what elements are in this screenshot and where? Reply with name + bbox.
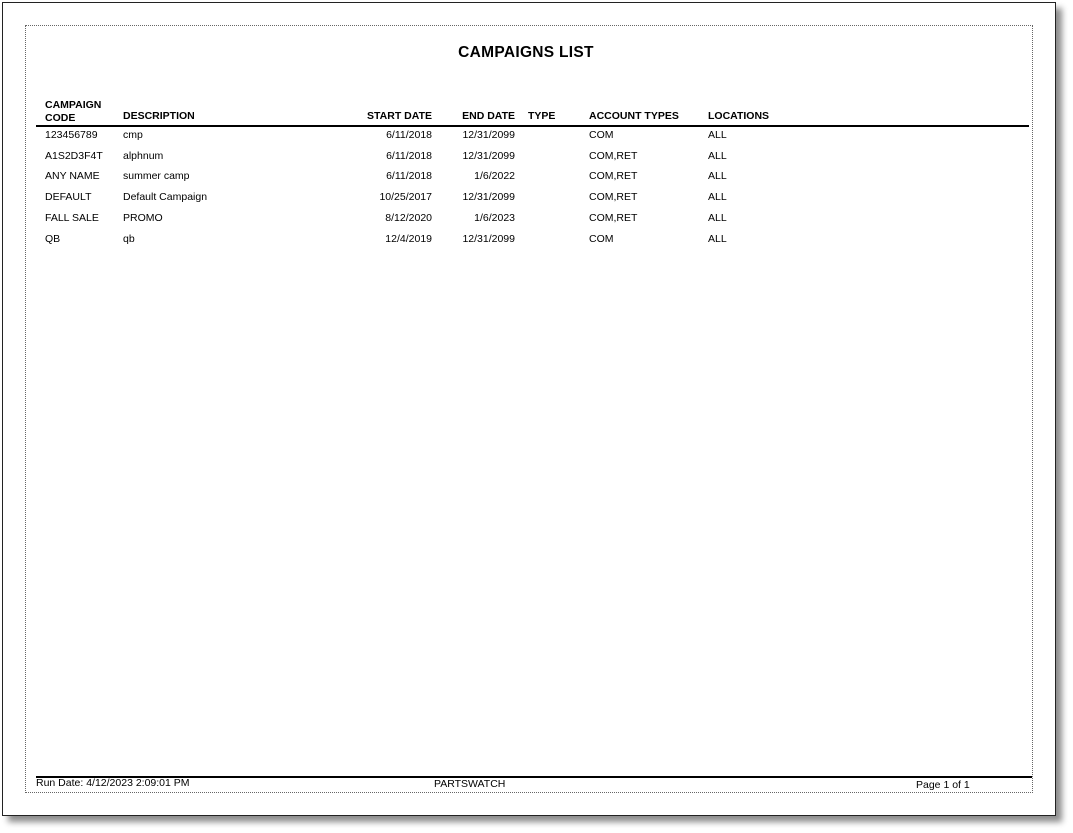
cell-locations: ALL xyxy=(708,129,727,141)
cell-description: PROMO xyxy=(123,212,163,224)
cell-description: Default Campaign xyxy=(123,191,208,203)
cell-end-date: 1/6/2022 xyxy=(474,170,515,182)
cell-account-types: COM,RET xyxy=(589,170,638,182)
cell-start-date: 6/11/2018 xyxy=(386,170,432,182)
cell-account-types: COM xyxy=(589,129,614,141)
cell-description: qb xyxy=(123,233,135,245)
footer-page-number: Page 1 of 1 xyxy=(916,779,970,791)
col-header-campaign-code-line1: CAMPAIGN xyxy=(45,99,102,111)
cell-code: A1S2D3F4T xyxy=(45,150,103,162)
cell-code: 123456789 xyxy=(45,129,98,141)
table-row xyxy=(26,150,1032,170)
cell-end-date: 1/6/2023 xyxy=(474,212,515,224)
cell-locations: ALL xyxy=(708,212,727,224)
footer-run-date: Run Date: 4/12/2023 2:09:01 PM xyxy=(36,777,190,789)
cell-end-date: 12/31/2099 xyxy=(462,191,515,203)
footer-company: PARTSWATCH xyxy=(434,778,506,790)
cell-account-types: COM,RET xyxy=(589,212,638,224)
cell-start-date: 12/4/2019 xyxy=(385,233,432,245)
cell-locations: ALL xyxy=(708,150,727,162)
col-header-account-types: ACCOUNT TYPES xyxy=(589,110,679,122)
cell-start-date: 6/11/2018 xyxy=(386,129,432,141)
print-area xyxy=(25,25,1033,793)
col-header-locations: LOCATIONS xyxy=(708,110,770,122)
header-divider xyxy=(36,125,1029,127)
cell-account-types: COM,RET xyxy=(589,191,638,203)
col-header-type: TYPE xyxy=(528,110,556,122)
cell-locations: ALL xyxy=(708,233,727,245)
cell-description: summer camp xyxy=(123,170,190,182)
cell-code: FALL SALE xyxy=(45,212,99,224)
cell-code: DEFAULT xyxy=(45,191,92,203)
table-row xyxy=(26,212,1032,232)
table-row xyxy=(26,170,1032,190)
cell-end-date: 12/31/2099 xyxy=(462,150,515,162)
cell-code: QB xyxy=(45,233,61,245)
report-title: CAMPAIGNS LIST xyxy=(458,44,594,61)
cell-start-date: 6/11/2018 xyxy=(386,150,432,162)
report-page xyxy=(2,2,1056,816)
cell-description: cmp xyxy=(123,129,143,141)
col-header-end-date: END DATE xyxy=(462,110,515,122)
cell-description: alphnum xyxy=(123,150,164,162)
cell-end-date: 12/31/2099 xyxy=(462,129,515,141)
cell-code: ANY NAME xyxy=(45,170,100,182)
col-header-description: DESCRIPTION xyxy=(123,110,195,122)
table-row xyxy=(26,191,1032,211)
cell-locations: ALL xyxy=(708,170,727,182)
cell-end-date: 12/31/2099 xyxy=(462,233,515,245)
cell-start-date: 8/12/2020 xyxy=(385,212,432,224)
cell-account-types: COM,RET xyxy=(589,150,638,162)
col-header-campaign-code xyxy=(45,99,101,124)
table-row xyxy=(26,129,1032,149)
col-header-start-date: START DATE xyxy=(367,110,432,122)
table-row xyxy=(26,233,1032,253)
cell-start-date: 10/25/2017 xyxy=(379,191,432,203)
cell-account-types: COM xyxy=(589,233,614,245)
cell-locations: ALL xyxy=(708,191,727,203)
col-header-campaign-code-line2: CODE xyxy=(45,111,76,124)
